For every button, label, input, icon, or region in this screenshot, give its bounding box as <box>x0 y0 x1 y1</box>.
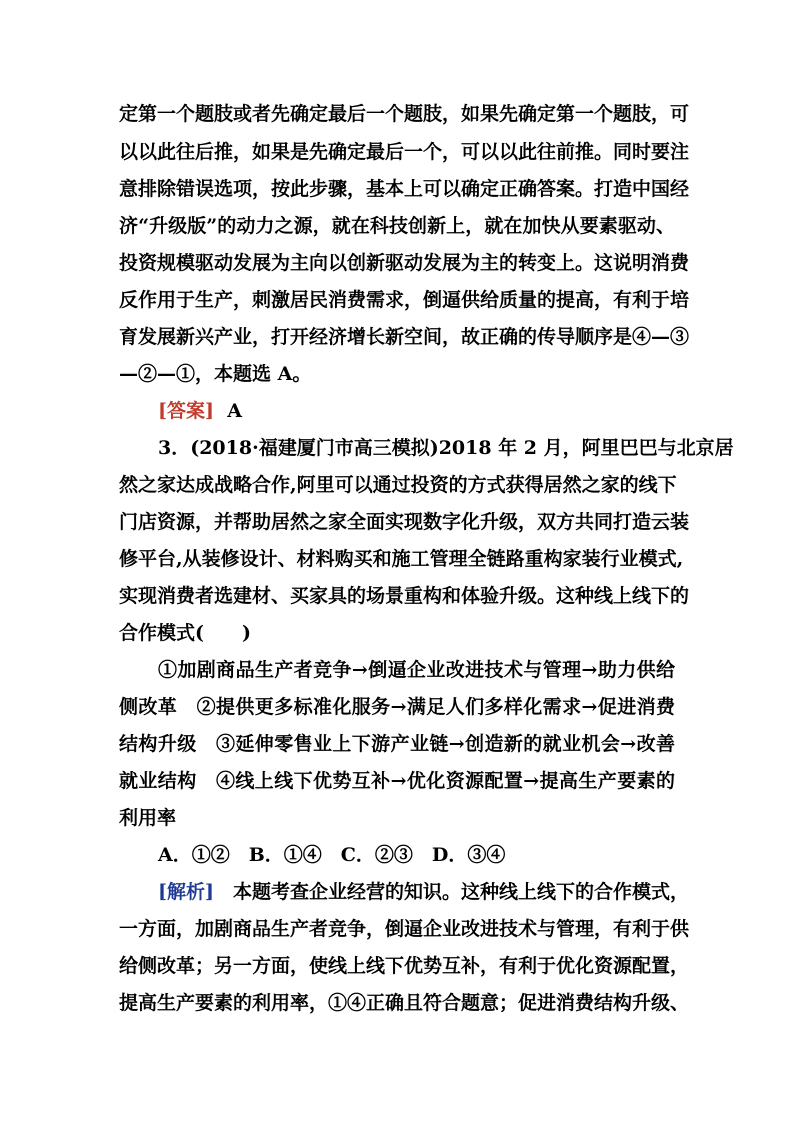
answer-label: [答案] <box>158 400 214 422</box>
analysis-line: 提高生产要素的利用率，①④正确且符合题意；促进消费结构升级、 <box>119 992 690 1014</box>
text-line: 投资规模驱动发展为主向以创新驱动发展为主的转变上。这说明消费 <box>119 252 690 274</box>
question-items-line: 侧改革 ②提供更多标准化服务→满足人们多样化需求→促进消费 <box>119 696 675 718</box>
analysis-first-line <box>158 880 689 904</box>
analysis-label: [解析] <box>158 881 214 903</box>
analysis-line: 一方面，加剧商品生产者竞争，倒逼企业改进技术与管理，有利于供 <box>119 918 690 940</box>
question-stem-line: 修平台,从装修设计、材料购买和施工管理全链路重构家装行业模式, <box>119 548 684 570</box>
text-line: 意排除错误选项，按此步骤，基本上可以确定正确答案。打造中国经 <box>119 178 690 200</box>
question-items-line: 利用率 <box>119 807 177 829</box>
question-stem-line: 合作模式( ) <box>119 622 251 644</box>
answer-line <box>158 399 242 423</box>
analysis-line: 给侧改革；另一方面，使线上线下优势互补，有利于优化资源配置， <box>119 955 690 977</box>
question-stem-line: 然之家达成战略合作,阿里可以通过投资的方式获得居然之家的线下 <box>119 474 677 496</box>
question-stem-line: 门店资源，并帮助居然之家全面实现数字化升级，双方共同打造云装 <box>119 511 690 533</box>
question-items-line: 就业结构 ④线上线下优势互补→优化资源配置→提高生产要素的 <box>119 770 675 792</box>
text-line: 育发展新兴产业，打开经济增长新空间，故正确的传导顺序是④—③ <box>119 326 690 348</box>
text-line: 反作用于生产，刺激居民消费需求，倒逼供给质量的提高，有利于培 <box>119 289 690 311</box>
question-options: A．①② B．①④ C．②③ D．③④ <box>158 844 506 866</box>
question-stem-first-line: 3．(2018·福建厦门市高三模拟)2018 年 2 月，阿里巴巴与北京居 <box>158 437 734 459</box>
question-items-first-line: ①加剧商品生产者竞争→倒逼企业改进技术与管理→助力供给 <box>158 659 675 681</box>
question-items-line: 结构升级 ③延伸零售业上下游产业链→创造新的就业机会→改善 <box>119 733 675 755</box>
answer-value: A <box>227 400 242 422</box>
text-line: 济“升级版”的动力之源，就在科技创新上，就在加快从要素驱动、 <box>119 215 675 237</box>
question-stem-line: 实现消费者选建材、买家具的场景重构和体验升级。这种线上线下的 <box>119 585 690 607</box>
analysis-first-text: 本题考查企业经营的知识。这种线上线下的合作模式， <box>213 881 689 903</box>
text-line: 以以此往后推，如果是先确定最后一个，可以以此往前推。同时要注 <box>119 141 690 163</box>
text-line: 定第一个题肢或者先确定最后一个题肢，如果先确定第一个题肢，可 <box>119 103 690 125</box>
text-line: —②—①，本题选 A。 <box>119 363 312 385</box>
